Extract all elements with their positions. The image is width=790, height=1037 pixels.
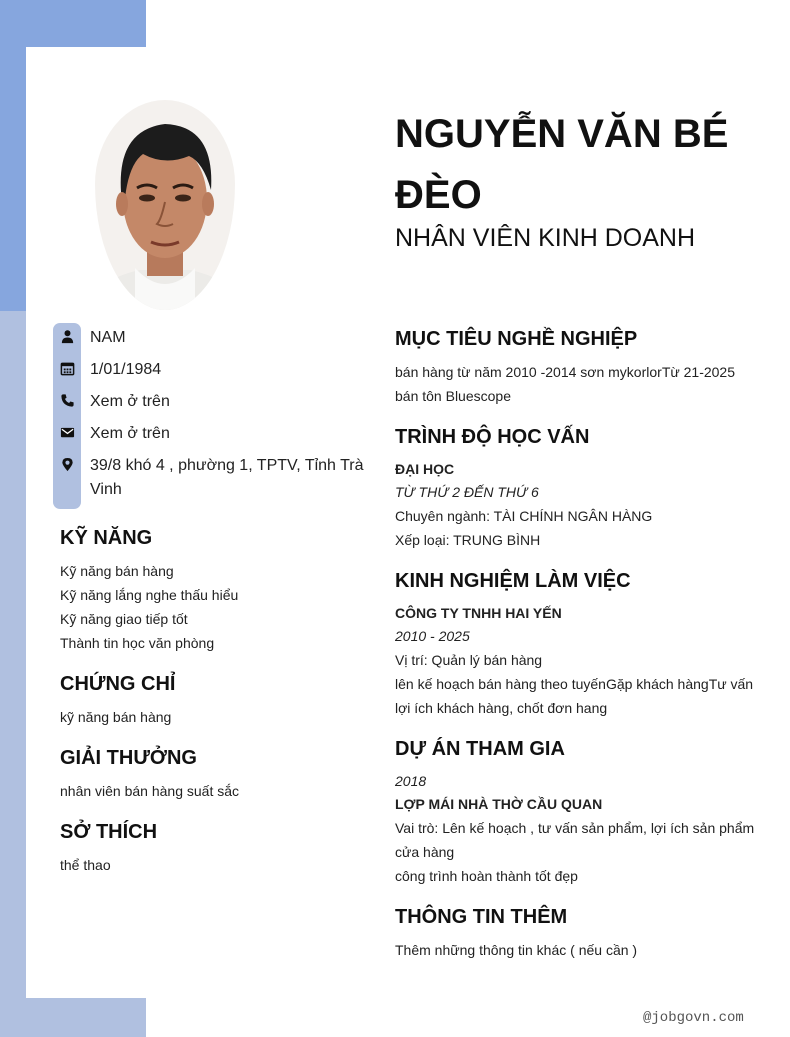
experience-desc: lợi ích khách hàng, chốt đơn hang	[395, 700, 608, 716]
objective-heading: MỤC TIÊU NGHỀ NGHIỆP	[395, 328, 638, 350]
contact-gender	[60, 326, 126, 346]
location-icon	[60, 457, 75, 472]
footer-credit: @jobgovn.com	[643, 1010, 744, 1026]
candidate-name: NGUYỄN VĂN BÉ ĐÈO	[395, 112, 729, 217]
birthday-text: 1/01/1984	[90, 361, 162, 378]
skills-heading: KỸ NĂNG	[60, 527, 153, 549]
phone-text: Xem ở trên	[90, 393, 170, 410]
project-role: cửa hàng	[395, 844, 455, 860]
certificate-item: kỹ năng bán hàng	[60, 709, 172, 725]
additional-text: Thêm những thông tin khác ( nếu cần )	[395, 942, 638, 958]
contact-birthday	[60, 358, 162, 378]
calendar-icon	[60, 361, 75, 376]
project-result: công trình hoàn thành tốt đẹp	[395, 868, 578, 884]
additional-heading: THÔNG TIN THÊM	[395, 906, 568, 928]
project-role: Vai trò: Lên kế hoạch , tư vấn sản phẩm, lợi ích sản phẩm	[395, 820, 755, 836]
education-school: ĐẠI HỌC	[395, 461, 455, 477]
skill-item: Kỹ năng lắng nghe thấu hiểu	[60, 587, 239, 603]
skill-item: Kỹ năng bán hàng	[60, 563, 174, 579]
education-time: TỪ THỨ 2 ĐẾN THỨ 6	[395, 484, 539, 500]
education-grade: Xếp loại: TRUNG BÌNH	[395, 532, 541, 548]
education-heading: TRÌNH ĐỘ HỌC VẤN	[395, 426, 590, 448]
skill-item: Kỹ năng giao tiếp tốt	[60, 611, 188, 627]
project-year: 2018	[395, 773, 427, 789]
skill-item: Thành tin học văn phòng	[60, 635, 215, 651]
experience-company: CÔNG TY TNHH HAI YẾN	[395, 605, 562, 621]
job-title: NHÂN VIÊN KINH DOANH	[395, 224, 696, 252]
project-name: LỢP MÁI NHÀ THỜ CẦU QUAN	[395, 796, 603, 812]
projects-heading: DỰ ÁN THAM GIA	[395, 738, 565, 760]
email-text: Xem ở trên	[90, 425, 170, 442]
address-text: 39/8 khó 4 , phường 1, TPTV, Tỉnh Trà Vinh	[90, 457, 364, 498]
contact-address	[60, 454, 364, 498]
education-major: Chuyên ngành: TÀI CHÍNH NGÂN HÀNG	[395, 508, 653, 524]
experience-desc: lên kế hoạch bán hàng theo tuyếnGặp khách hàngTư vấn	[395, 676, 754, 692]
objective-line: bán hàng từ năm 2010 -2014 sơn mykorlorTừ 21-2025	[395, 364, 736, 380]
hobbies-heading: SỞ THÍCH	[60, 821, 158, 843]
experience-position: Vị trí: Quản lý bán hàng	[395, 652, 543, 668]
awards-heading: GIẢI THƯỞNG	[60, 747, 197, 769]
person-icon	[60, 329, 75, 344]
experience-heading: KINH NGHIỆM LÀM VIỆC	[395, 570, 631, 592]
certificates-heading: CHỨNG CHỈ	[60, 673, 176, 695]
award-item: nhân viên bán hàng suất sắc	[60, 783, 240, 799]
contact-email	[60, 422, 170, 442]
experience-period: 2010 - 2025	[395, 628, 470, 644]
contact-icon-bar	[53, 323, 81, 509]
phone-icon	[60, 393, 75, 408]
mail-icon	[60, 425, 75, 440]
hobby-item: thể thao	[60, 857, 111, 873]
objective-line: bán tôn Bluescope	[395, 388, 511, 404]
contact-phone	[60, 390, 170, 410]
gender-text: NAM	[90, 329, 126, 346]
